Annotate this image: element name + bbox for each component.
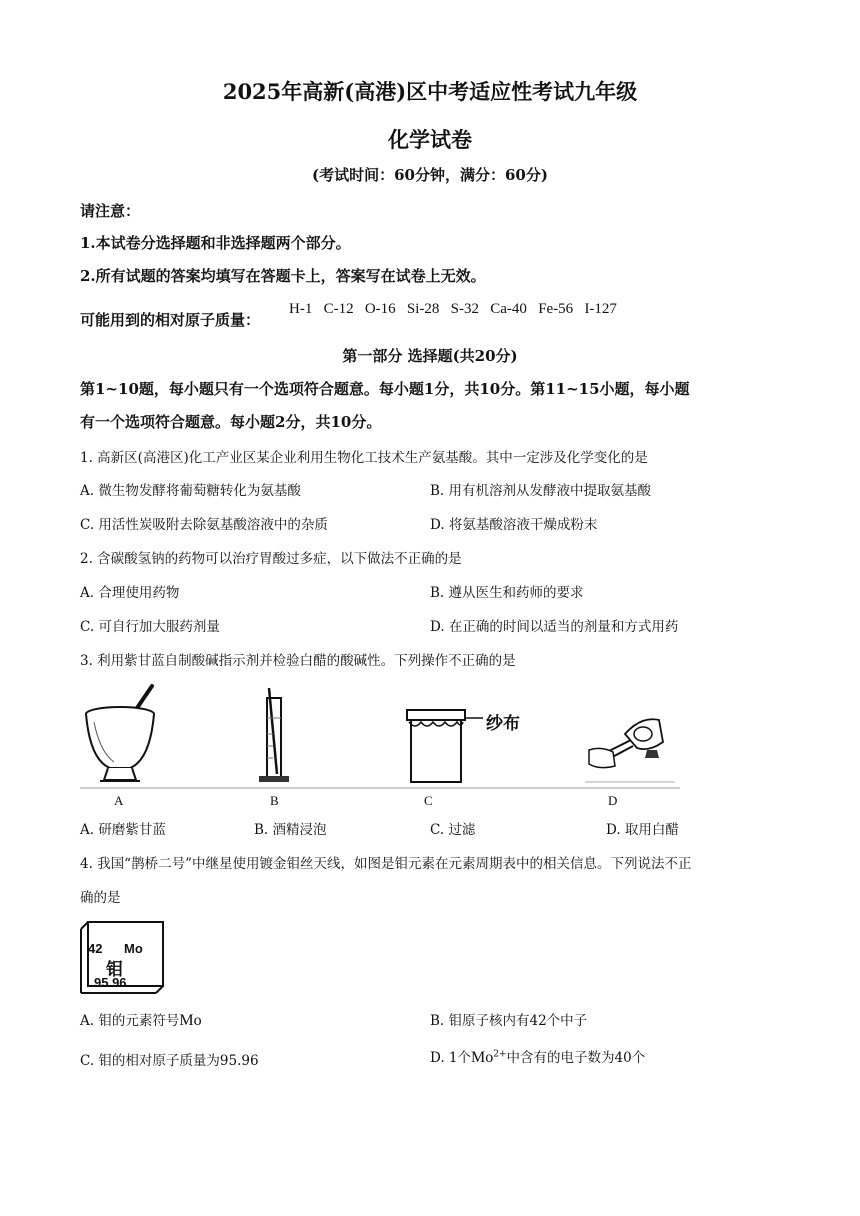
q4-option-c: C. 钼的相对原子质量为95.96 <box>80 1053 259 1069</box>
q2-stem: 2. 含碳酸氢钠的药物可以治疗胃酸过多症，以下做法不正确的是 <box>80 551 462 567</box>
q3-option-b: B. 酒精浸泡 <box>254 822 327 838</box>
q4-option-a <box>80 1009 202 1030</box>
cloth-label: 纱布 <box>486 714 520 734</box>
q2-option-a: A. 合理使用药物 <box>80 585 180 601</box>
q4-stem-line2: 确的是 <box>80 890 121 906</box>
q1-stem: 1. 高新区(高港区)化工产业区某企业利用生物化工技术生产氨基酸。其中一定涉及化学变化的是 <box>80 450 648 466</box>
q4-stem-line1: 4. 我国“鹊桥二号”中继星使用镀金钼丝天线，如图是钼元素在元素周期表中的相关信息。下列说法不正 <box>80 856 692 872</box>
element-number: 42 <box>88 941 103 956</box>
q2-option-d: D. 在正确的时间以适当的剂量和方式用药 <box>430 619 679 635</box>
figure-baseline <box>80 786 680 790</box>
fig-label-c: C <box>424 793 433 808</box>
mass-h: H-1 <box>289 301 313 317</box>
atomic-masses-label: 可能用到的相对原子质量： <box>80 311 261 329</box>
q4-option-a-symbol: Mo <box>179 1012 202 1029</box>
taking-vinegar-figure <box>585 712 675 788</box>
q3-option-d: D. 取用白醋 <box>606 822 679 838</box>
q2-option-c: C. 可自行加大服药剂量 <box>80 619 220 635</box>
q1-option-b: B. 用有机溶剂从发酵液中提取氨基酸 <box>430 483 652 499</box>
element-cell <box>80 921 164 995</box>
q3-stem: 3. 利用紫甘蓝自制酸碱指示剂并检验白醋的酸碱性。下列操作不正确的是 <box>80 653 516 669</box>
graduated-cylinder-figure <box>255 688 295 784</box>
q1-option-c: C. 用活性炭吸附去除氨基酸溶液中的杂质 <box>80 517 328 533</box>
mass-fe: Fe-56 <box>538 301 574 317</box>
q4-option-d <box>430 1046 645 1067</box>
notice-item-1: 1.本试卷分选择题和非选择题两个部分。 <box>80 234 351 252</box>
exam-title: 2025年高新(高港)区中考适应性考试九年级 <box>222 79 638 104</box>
mass-ca: Ca-40 <box>490 301 527 317</box>
filtering-jar-figure <box>405 706 467 784</box>
part1-instructions-line1: 第1~10题，每小题只有一个选项符合题意。每小题1分，共10分。第11~15小题，每小题 <box>80 380 690 398</box>
q3-option-c: C. 过滤 <box>430 822 476 838</box>
notice-heading: 请注意： <box>80 202 141 220</box>
q1-option-a: A. 微生物发酵将葡萄糖转化为氨基酸 <box>80 483 301 499</box>
fig-label-a: A <box>114 793 124 808</box>
element-mass: 95.96 <box>94 975 127 990</box>
element-name: 钼 <box>106 960 123 980</box>
fig-label-b: B <box>270 793 279 808</box>
q4-option-b: B. 钼原子核内有42个中子 <box>430 1013 588 1029</box>
atomic-masses-list <box>289 301 617 318</box>
part1-instructions-line2: 有一个选项符合题意。每小题2分，共10分。 <box>80 413 382 431</box>
q4-option-d-pre: D. 1个 <box>430 1050 472 1066</box>
exam-info: (考试时间：60分钟，满分：60分) <box>312 166 548 184</box>
mortar-pestle-figure <box>80 682 170 786</box>
notice-item-2: 2.所有试题的答案均填写在答题卡上，答案写在试卷上无效。 <box>80 267 486 285</box>
fig-label-d: D <box>608 793 618 808</box>
element-symbol: Mo <box>124 941 143 956</box>
exam-subtitle: 化学试卷 <box>388 127 472 152</box>
mass-si: Si-28 <box>406 301 440 317</box>
q1-option-d: D. 将氨基酸溶液干燥成粉末 <box>430 517 598 533</box>
mass-i: I-127 <box>584 301 617 317</box>
q4-option-d-charge: 2+ <box>493 1049 507 1060</box>
part1-heading: 第一部分 选择题(共20分) <box>342 347 518 365</box>
mass-s: S-32 <box>450 301 480 317</box>
mass-o: O-16 <box>364 301 396 317</box>
q4-option-a-text: A. 钼的元素符号 <box>80 1013 180 1029</box>
q4-option-d-post: 中含有的电子数为40个 <box>506 1050 646 1066</box>
q3-option-a: A. 研磨紫甘蓝 <box>80 822 166 838</box>
q2-option-b: B. 遵从医生和药师的要求 <box>430 585 584 601</box>
mass-c: C-12 <box>323 301 354 317</box>
q4-option-d-ion: Mo <box>471 1049 494 1066</box>
